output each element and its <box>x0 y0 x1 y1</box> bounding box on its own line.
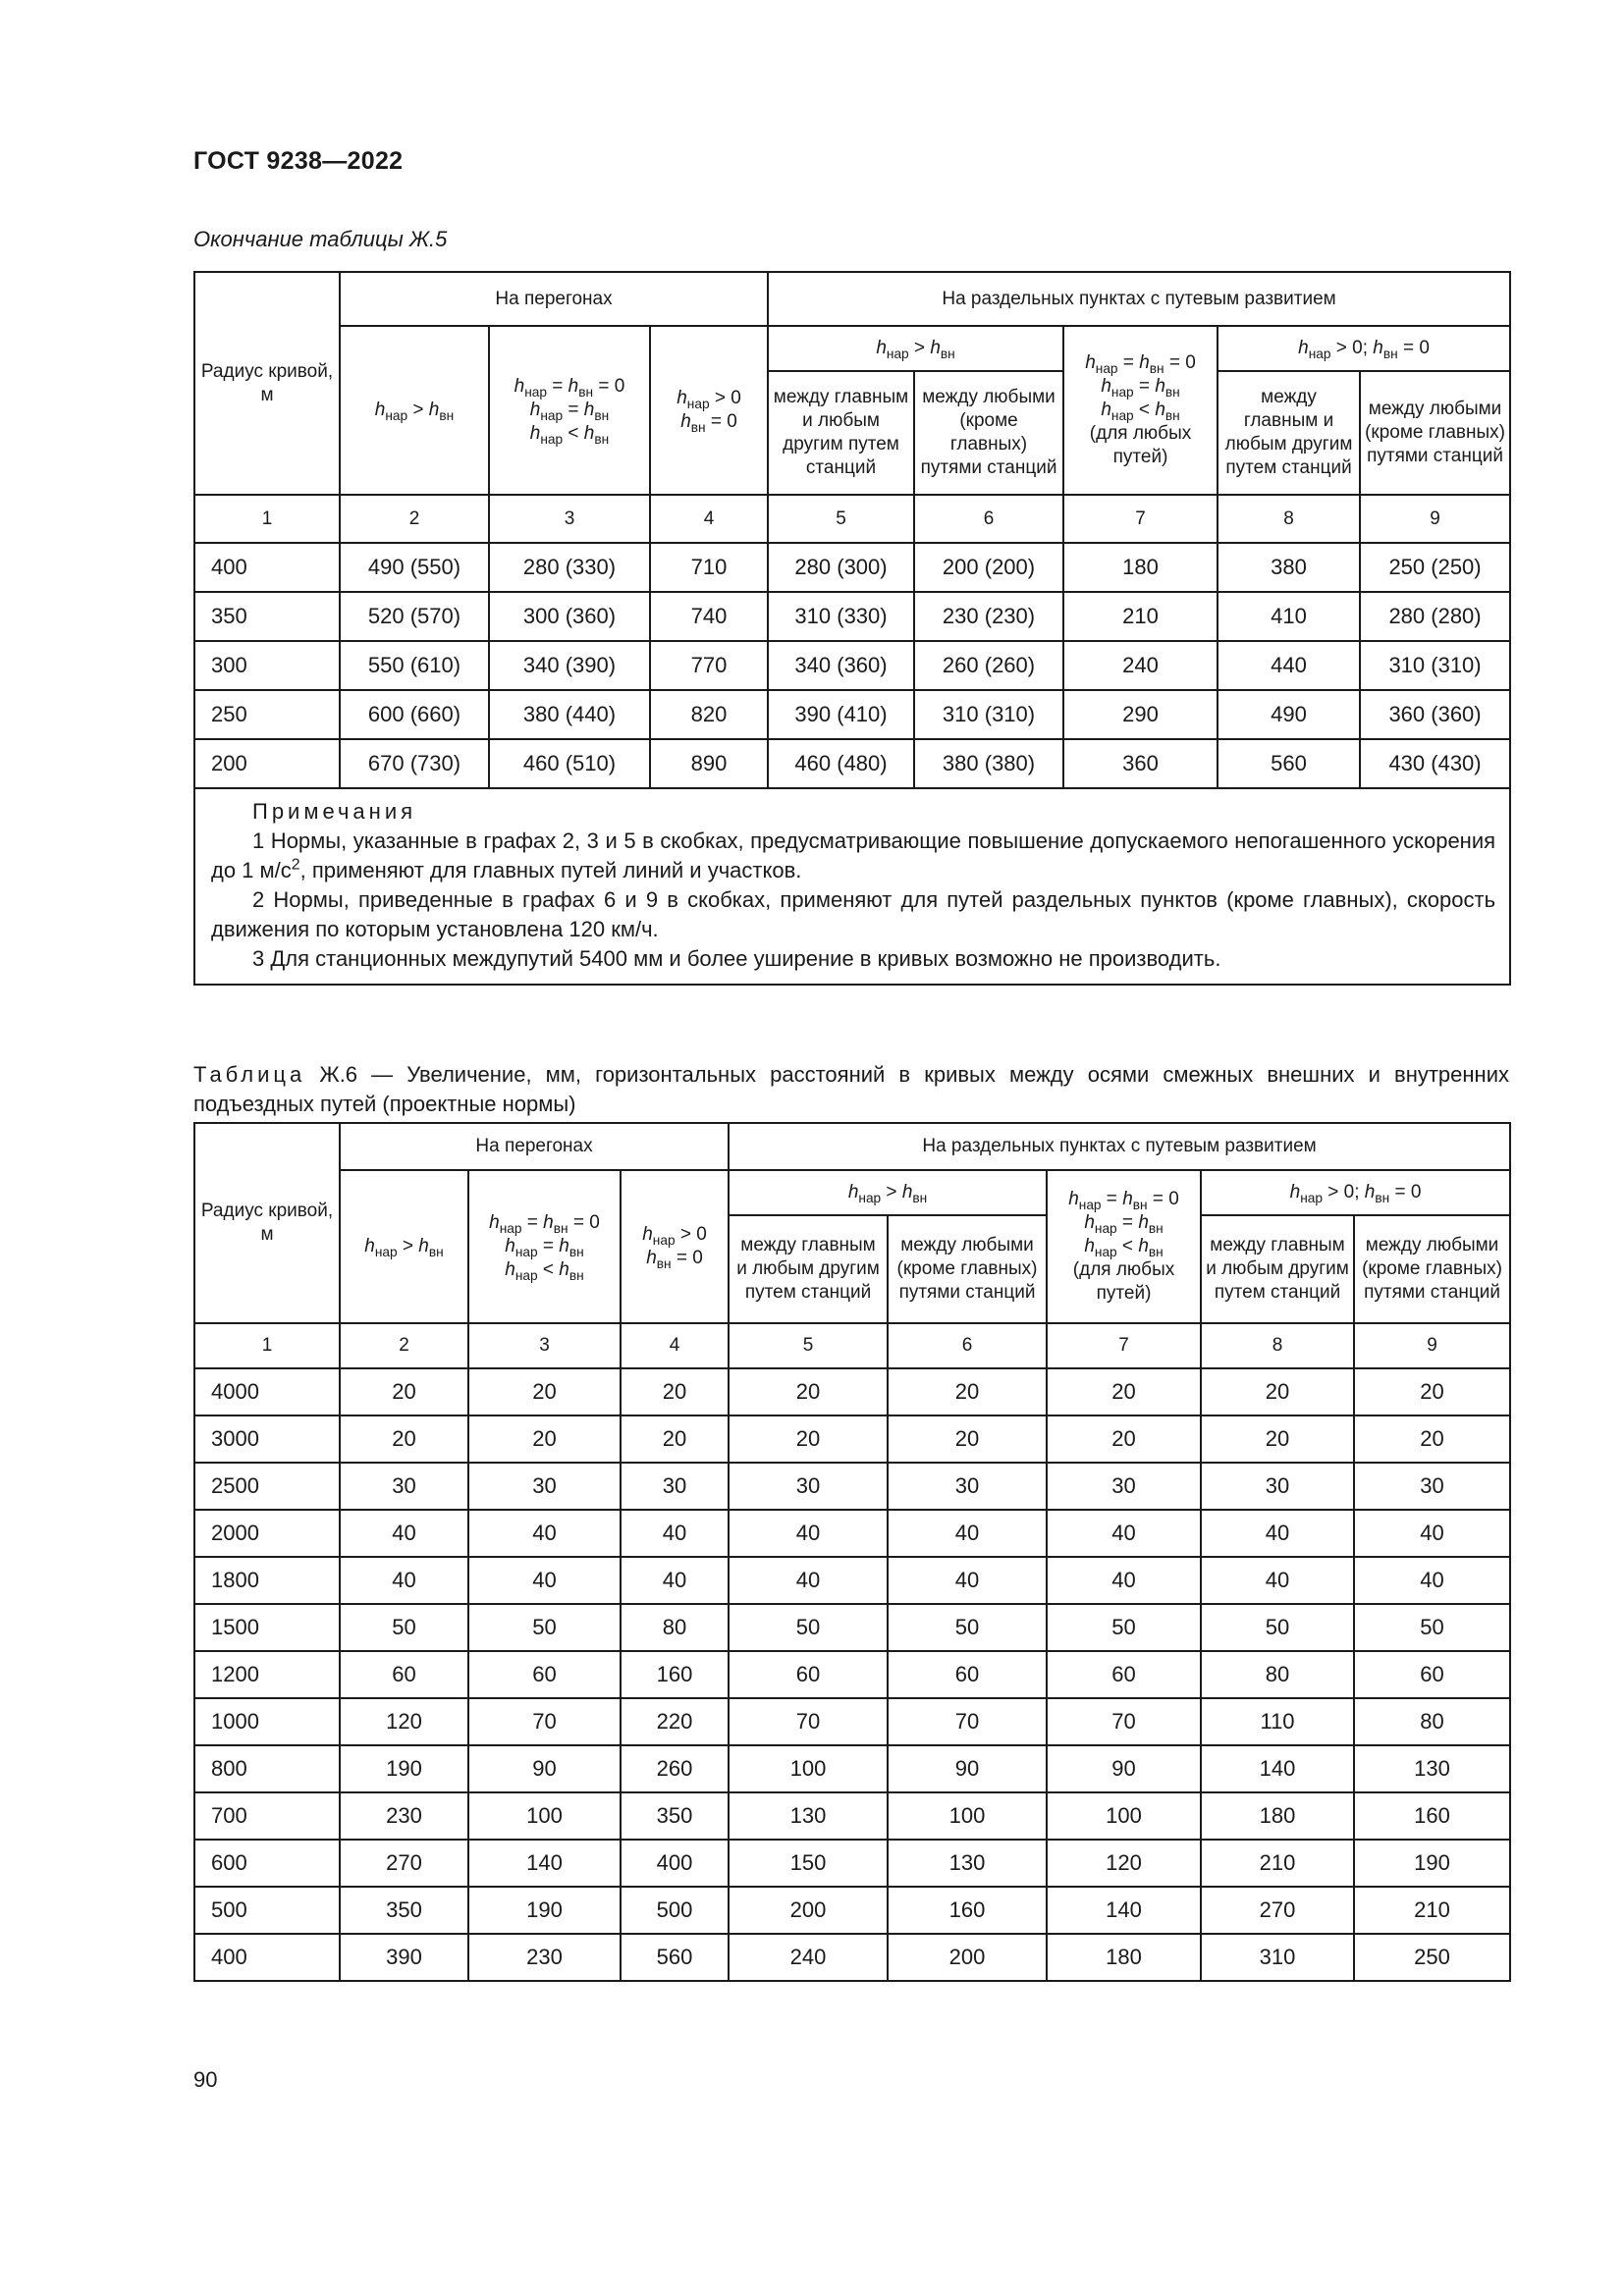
value-cell: 20 <box>1354 1415 1510 1463</box>
value-cell: 70 <box>729 1698 888 1745</box>
value-cell: 20 <box>1047 1415 1201 1463</box>
value-cell: 80 <box>1354 1698 1510 1745</box>
header-col3-formula: $h_{нар} = h_{вн} = 0$ $h_{нар} = h_{вн}$ $h_{нар} < h_{вн}$ <box>489 326 650 495</box>
value-cell: 30 <box>340 1463 468 1510</box>
radius-cell: 2500 <box>194 1463 340 1510</box>
value-cell: 160 <box>1354 1792 1510 1840</box>
value-cell: 130 <box>888 1840 1047 1887</box>
value-cell: 230 <box>340 1792 468 1840</box>
table-row <box>194 1463 1510 1510</box>
value-cell: 130 <box>1354 1745 1510 1792</box>
radius-cell: 4000 <box>194 1368 340 1415</box>
value-cell: 60 <box>1354 1651 1510 1698</box>
header-col9: между любыми (кроме главных) путями станций <box>1354 1215 1510 1323</box>
value-cell: 600 (660) <box>340 690 489 739</box>
value-cell: 50 <box>1047 1604 1201 1651</box>
value-cell: 180 <box>1201 1792 1354 1840</box>
radius-cell: 700 <box>194 1792 340 1840</box>
value-cell: 310 (310) <box>1360 641 1510 690</box>
value-cell: 160 <box>888 1887 1047 1934</box>
value-cell: 300 (360) <box>489 592 650 641</box>
header-col56-formula: $h_{нар} > h_{вн}$ <box>729 1170 1047 1215</box>
value-cell: 50 <box>1201 1604 1354 1651</box>
value-cell: 270 <box>340 1840 468 1887</box>
header-col3-formula: $h_{нар} = h_{вн} = 0$ $h_{нар} = h_{вн}$ $h_{нар} < h_{вн}$ <box>468 1170 621 1323</box>
header-col4-formula: $h_{нар} > 0$ $h_{вн} = 0$ <box>621 1170 729 1323</box>
value-cell: 100 <box>1047 1792 1201 1840</box>
table-row <box>194 1651 1510 1698</box>
value-cell: 270 <box>1201 1887 1354 1934</box>
value-cell: 20 <box>888 1368 1047 1415</box>
value-cell: 290 <box>1063 690 1218 739</box>
document-header: ГОСТ 9238—2022 <box>193 147 404 175</box>
value-cell: 190 <box>1354 1840 1510 1887</box>
value-cell: 20 <box>468 1368 621 1415</box>
header-col8: между главным и любым другим путем станций <box>1201 1215 1354 1323</box>
value-cell: 40 <box>340 1557 468 1604</box>
value-cell: 390 <box>340 1934 468 1981</box>
value-cell: 310 <box>1201 1934 1354 1981</box>
value-cell: 380 (440) <box>489 690 650 739</box>
value-cell: 40 <box>340 1510 468 1557</box>
value-cell: 100 <box>888 1792 1047 1840</box>
value-cell: 140 <box>1047 1887 1201 1934</box>
value-cell: 410 <box>1218 592 1360 641</box>
value-cell: 820 <box>650 690 768 739</box>
value-cell: 200 <box>729 1887 888 1934</box>
value-cell: 40 <box>1354 1557 1510 1604</box>
value-cell: 200 <box>888 1934 1047 1981</box>
note-2: 2 Нормы, приведенные в графах 6 и 9 в скобках, применяют для путей раздельных пунктов (кроме главных), скорость движения по которым установлена 120 км/ч. <box>211 887 1496 941</box>
value-cell: 50 <box>1354 1604 1510 1651</box>
table-row <box>194 1887 1510 1934</box>
value-cell: 740 <box>650 592 768 641</box>
table-row <box>194 690 1510 739</box>
note-3: 3 Для станционных междупутий 5400 мм и более уширение в кривых возможно не производить. <box>252 946 1221 971</box>
header-col9: между любыми (кроме главных) путями станций <box>1360 371 1510 495</box>
value-cell: 490 <box>1218 690 1360 739</box>
table-zh5 <box>193 271 1511 986</box>
header-col5: между главным и любым другим путем станций <box>768 371 914 495</box>
value-cell: 890 <box>650 739 768 788</box>
value-cell: 60 <box>729 1651 888 1698</box>
value-cell: 260 (260) <box>914 641 1063 690</box>
table-zh6 <box>193 1122 1511 1982</box>
value-cell: 40 <box>729 1510 888 1557</box>
table-row <box>194 1745 1510 1792</box>
value-cell: 440 <box>1218 641 1360 690</box>
value-cell: 40 <box>468 1557 621 1604</box>
radius-cell: 400 <box>194 543 340 592</box>
value-cell: 120 <box>1047 1840 1201 1887</box>
value-cell: 180 <box>1047 1934 1201 1981</box>
header-col6: между любыми (кроме главных) путями станций <box>914 371 1063 495</box>
value-cell: 90 <box>1047 1745 1201 1792</box>
header-radius: Радиус кривой, м <box>194 272 340 495</box>
value-cell: 200 (200) <box>914 543 1063 592</box>
value-cell: 130 <box>729 1792 888 1840</box>
table-row <box>194 1792 1510 1840</box>
value-cell: 230 <box>468 1934 621 1981</box>
header-peregony: На перегонах <box>340 1123 729 1170</box>
value-cell: 30 <box>1354 1463 1510 1510</box>
value-cell: 460 (510) <box>489 739 650 788</box>
notes-block <box>194 788 1510 985</box>
radius-cell: 500 <box>194 1887 340 1934</box>
column-numbers-row: 1 2 3 4 5 6 7 8 9 <box>194 1323 1510 1368</box>
value-cell: 120 <box>340 1698 468 1745</box>
value-cell: 340 (360) <box>768 641 914 690</box>
value-cell: 140 <box>468 1840 621 1887</box>
value-cell: 50 <box>888 1604 1047 1651</box>
value-cell: 40 <box>621 1510 729 1557</box>
value-cell: 210 <box>1201 1840 1354 1887</box>
value-cell: 280 (330) <box>489 543 650 592</box>
value-cell: 710 <box>650 543 768 592</box>
value-cell: 50 <box>729 1604 888 1651</box>
table-row <box>194 1604 1510 1651</box>
value-cell: 20 <box>621 1368 729 1415</box>
note-1: 1 Нормы, указанные в графах 2, 3 и 5 в скобках, предусматривающие повышение допускаемого непогашенного ускорения до 1 $м/с^2$, применяют для главных путей линий и участков. <box>211 828 1496 882</box>
value-cell: 500 <box>621 1887 729 1934</box>
value-cell: 40 <box>888 1510 1047 1557</box>
header-col2-formula: $h_{нар} > h_{вн}$ <box>340 326 489 495</box>
value-cell: 350 <box>621 1792 729 1840</box>
value-cell: 140 <box>1201 1745 1354 1792</box>
value-cell: 30 <box>729 1463 888 1510</box>
value-cell: 20 <box>1047 1368 1201 1415</box>
column-numbers-row: 1 2 3 4 5 6 7 8 9 <box>194 495 1510 543</box>
value-cell: 380 (380) <box>914 739 1063 788</box>
header-col6: между любыми (кроме главных) путями станций <box>888 1215 1047 1323</box>
value-cell: 340 (390) <box>489 641 650 690</box>
value-cell: 490 (550) <box>340 543 489 592</box>
value-cell: 90 <box>468 1745 621 1792</box>
value-cell: 30 <box>888 1463 1047 1510</box>
value-cell: 40 <box>621 1557 729 1604</box>
radius-cell: 600 <box>194 1840 340 1887</box>
value-cell: 460 (480) <box>768 739 914 788</box>
value-cell: 210 <box>1063 592 1218 641</box>
value-cell: 550 (610) <box>340 641 489 690</box>
value-cell: 30 <box>621 1463 729 1510</box>
value-cell: 80 <box>1201 1651 1354 1698</box>
value-cell: 400 <box>621 1840 729 1887</box>
value-cell: 90 <box>888 1745 1047 1792</box>
value-cell: 20 <box>621 1415 729 1463</box>
radius-cell: 250 <box>194 690 340 739</box>
value-cell: 280 (300) <box>768 543 914 592</box>
value-cell: 40 <box>468 1510 621 1557</box>
header-col89-formula: $h_{нар} > 0$; $h_{вн} = 0$ <box>1218 326 1510 371</box>
value-cell: 50 <box>340 1604 468 1651</box>
radius-cell: 400 <box>194 1934 340 1981</box>
value-cell: 40 <box>729 1557 888 1604</box>
value-cell: 280 (280) <box>1360 592 1510 641</box>
value-cell: 30 <box>468 1463 621 1510</box>
value-cell: 230 (230) <box>914 592 1063 641</box>
value-cell: 390 (410) <box>768 690 914 739</box>
value-cell: 240 <box>1063 641 1218 690</box>
value-cell: 360 (360) <box>1360 690 1510 739</box>
value-cell: 50 <box>468 1604 621 1651</box>
value-cell: 310 (330) <box>768 592 914 641</box>
value-cell: 70 <box>888 1698 1047 1745</box>
radius-cell: 350 <box>194 592 340 641</box>
table-row <box>194 1557 1510 1604</box>
value-cell: 240 <box>729 1934 888 1981</box>
header-col8: между главным и любым другим путем станций <box>1218 371 1360 495</box>
value-cell: 190 <box>468 1887 621 1934</box>
value-cell: 20 <box>888 1415 1047 1463</box>
table-continuation-label: Окончание таблицы Ж.5 <box>193 227 448 251</box>
header-col4-formula: $h_{нар} > 0$ $h_{вн} = 0$ <box>650 326 768 495</box>
value-cell: 670 (730) <box>340 739 489 788</box>
value-cell: 310 (310) <box>914 690 1063 739</box>
table-row <box>194 1934 1510 1981</box>
value-cell: 180 <box>1063 543 1218 592</box>
value-cell: 380 <box>1218 543 1360 592</box>
radius-cell: 3000 <box>194 1415 340 1463</box>
value-cell: 60 <box>888 1651 1047 1698</box>
value-cell: 150 <box>729 1840 888 1887</box>
value-cell: 60 <box>1047 1651 1201 1698</box>
table-row <box>194 1510 1510 1557</box>
value-cell: 20 <box>1201 1415 1354 1463</box>
value-cell: 60 <box>468 1651 621 1698</box>
value-cell: 100 <box>729 1745 888 1792</box>
table-row <box>194 1368 1510 1415</box>
table-row <box>194 1415 1510 1463</box>
radius-cell: 1800 <box>194 1557 340 1604</box>
value-cell: 260 <box>621 1745 729 1792</box>
value-cell: 350 <box>340 1887 468 1934</box>
value-cell: 250 <box>1354 1934 1510 1981</box>
header-peregony: На перегонах <box>340 272 768 326</box>
value-cell: 360 <box>1063 739 1218 788</box>
header-razdelnye-punkty: На раздельных пунктах с путевым развитием <box>729 1123 1510 1170</box>
page-number: 90 <box>193 2067 218 2092</box>
value-cell: 40 <box>888 1557 1047 1604</box>
value-cell: 30 <box>1047 1463 1201 1510</box>
value-cell: 100 <box>468 1792 621 1840</box>
value-cell: 20 <box>340 1415 468 1463</box>
header-col7-formula: $h_{нар} = h_{вн} = 0$ $h_{нар} = h_{вн}$ $h_{нар} < h_{вн}$ (для любых путей) <box>1063 326 1218 495</box>
header-col89-formula: $h_{нар} > 0$; $h_{вн} = 0$ <box>1201 1170 1510 1215</box>
header-col2-formula: $h_{нар} > h_{вн}$ <box>340 1170 468 1323</box>
value-cell: 520 (570) <box>340 592 489 641</box>
notes-title: Примечания <box>252 799 417 824</box>
table-zh6-caption: Таблица Ж.6 — Увеличение, мм, горизонтальных расстояний в кривых между осями смежных внешних и внутренних подъездных путей (проектные нормы) <box>193 1062 1509 1116</box>
header-razdelnye-punkty: На раздельных пунктах с путевым развитием <box>768 272 1510 326</box>
table-row <box>194 1698 1510 1745</box>
value-cell: 20 <box>729 1368 888 1415</box>
header-col56-formula: $h_{нар} > h_{вн}$ <box>768 326 1063 371</box>
value-cell: 40 <box>1047 1557 1201 1604</box>
table-row <box>194 739 1510 788</box>
value-cell: 40 <box>1201 1557 1354 1604</box>
value-cell: 210 <box>1354 1887 1510 1934</box>
value-cell: 220 <box>621 1698 729 1745</box>
radius-cell: 1500 <box>194 1604 340 1651</box>
value-cell: 190 <box>340 1745 468 1792</box>
radius-cell: 800 <box>194 1745 340 1792</box>
table-row <box>194 1840 1510 1887</box>
value-cell: 20 <box>1354 1368 1510 1415</box>
value-cell: 70 <box>1047 1698 1201 1745</box>
value-cell: 70 <box>468 1698 621 1745</box>
value-cell: 80 <box>621 1604 729 1651</box>
radius-cell: 200 <box>194 739 340 788</box>
value-cell: 770 <box>650 641 768 690</box>
header-radius: Радиус кривой, м <box>194 1123 340 1323</box>
radius-cell: 2000 <box>194 1510 340 1557</box>
header-col5: между главным и любым другим путем станций <box>729 1215 888 1323</box>
value-cell: 40 <box>1201 1510 1354 1557</box>
value-cell: 560 <box>621 1934 729 1981</box>
header-col7-formula: $h_{нар} = h_{вн} = 0$ $h_{нар} = h_{вн}$ $h_{нар} < h_{вн}$ (для любых путей) <box>1047 1170 1201 1323</box>
radius-cell: 300 <box>194 641 340 690</box>
value-cell: 40 <box>1047 1510 1201 1557</box>
value-cell: 110 <box>1201 1698 1354 1745</box>
value-cell: 30 <box>1201 1463 1354 1510</box>
value-cell: 560 <box>1218 739 1360 788</box>
table-row <box>194 543 1510 592</box>
radius-cell: 1000 <box>194 1698 340 1745</box>
value-cell: 430 (430) <box>1360 739 1510 788</box>
table-row <box>194 641 1510 690</box>
value-cell: 20 <box>1201 1368 1354 1415</box>
value-cell: 250 (250) <box>1360 543 1510 592</box>
radius-cell: 1200 <box>194 1651 340 1698</box>
value-cell: 160 <box>621 1651 729 1698</box>
value-cell: 20 <box>729 1415 888 1463</box>
value-cell: 60 <box>340 1651 468 1698</box>
table-row <box>194 592 1510 641</box>
value-cell: 20 <box>468 1415 621 1463</box>
value-cell: 40 <box>1354 1510 1510 1557</box>
value-cell: 20 <box>340 1368 468 1415</box>
